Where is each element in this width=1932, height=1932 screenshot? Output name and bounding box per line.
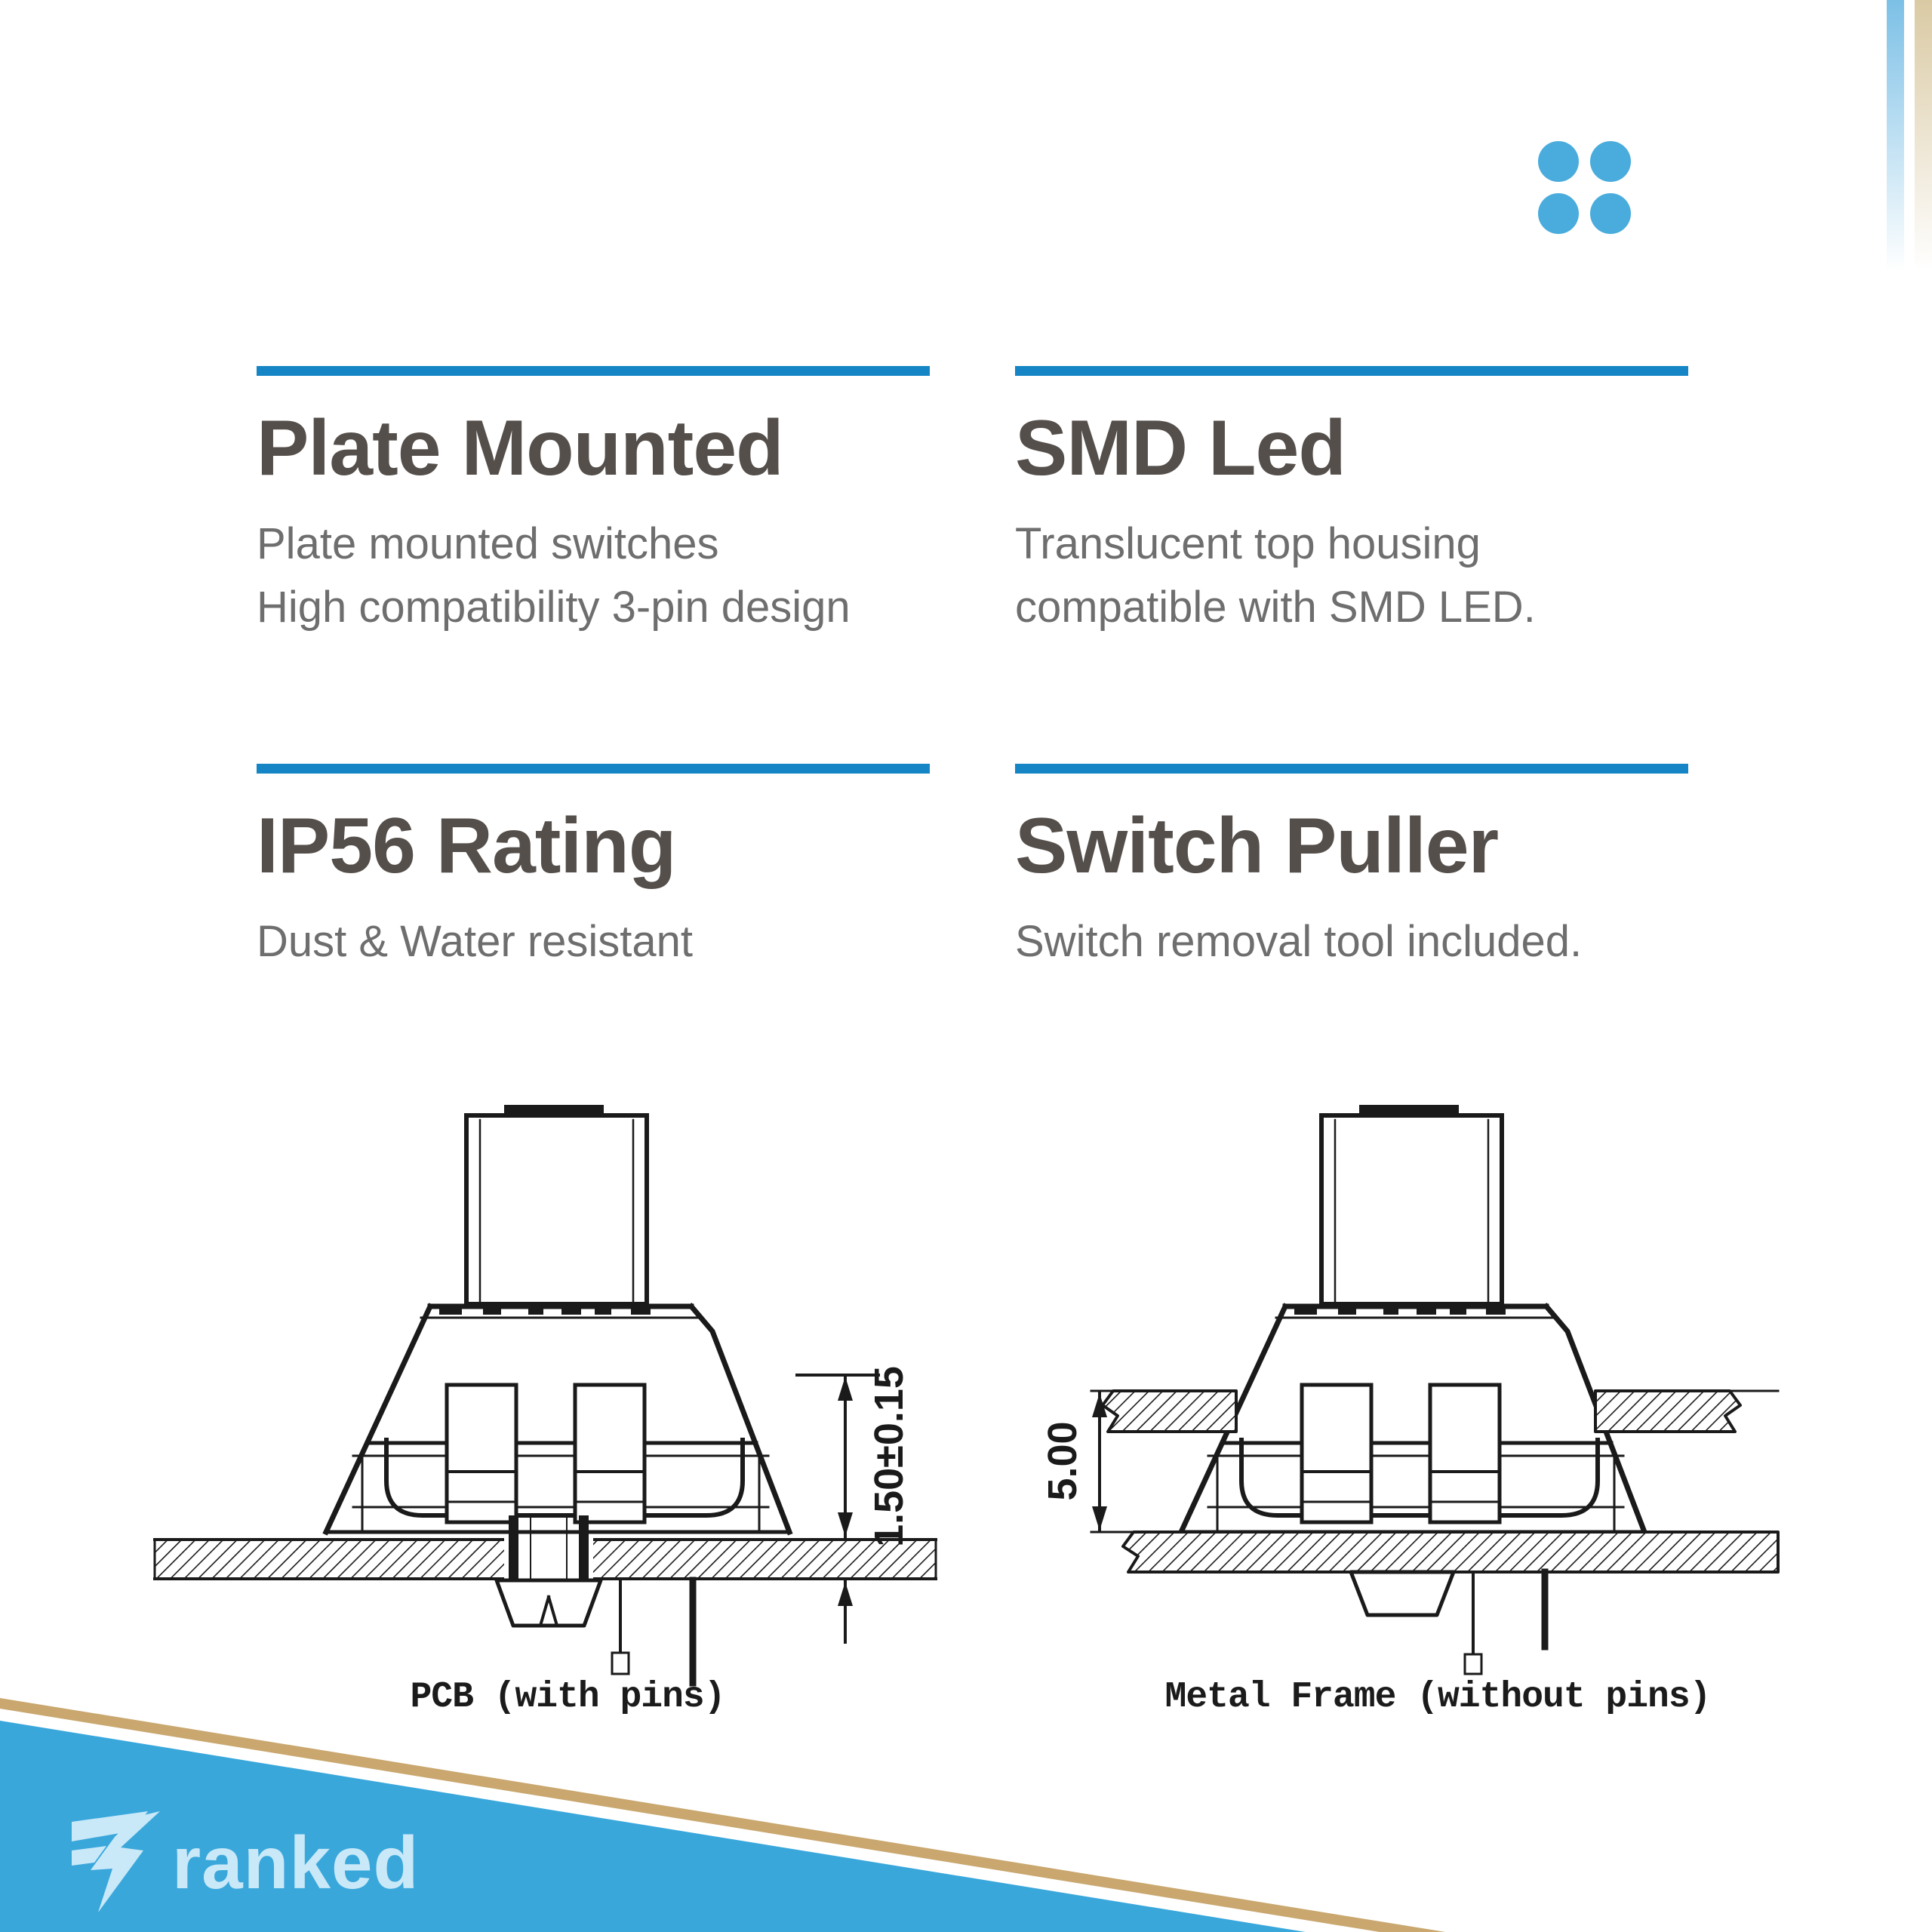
feature-text-line: compatible with SMD LED. <box>1015 583 1536 632</box>
feature-text-line: Switch removal tool included. <box>1015 917 1583 967</box>
feature-title: SMD Led <box>1015 405 1346 492</box>
feature-title: Switch Puller <box>1015 802 1499 890</box>
feature-title: Plate Mounted <box>257 405 783 492</box>
dimension-label-pcb: 1.50±0.15 <box>866 1366 912 1547</box>
dimension-label-frame: 5.00 <box>1040 1421 1085 1501</box>
feature-text-line: Dust & Water resistant <box>257 917 694 967</box>
feature-text-line: Translucent top housing <box>1015 519 1481 569</box>
ranked-logo-text: ranked <box>172 1821 420 1904</box>
feature-title: IP56 Rating <box>257 802 676 890</box>
caption-pcb-with-pins: PCB (with pins) <box>410 1677 725 1718</box>
caption-metal-frame-without-pins: Metal Frame (without pins) <box>1164 1677 1711 1718</box>
feature-text-line: Plate mounted switches <box>257 519 719 569</box>
feature-text-line: High compatibility 3-pin design <box>257 583 851 632</box>
